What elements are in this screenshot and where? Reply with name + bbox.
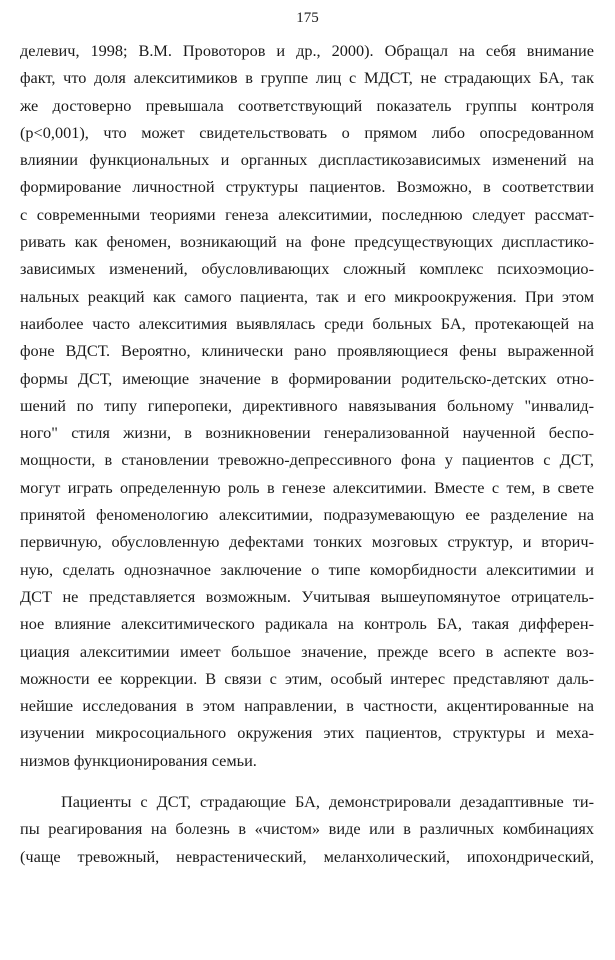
paragraph-1 [20,37,594,774]
text-line: принятой феноменологию алекситимии, подразумевающую ее разделение на [20,505,594,525]
text-line: Пациенты с ДСТ, страдающие БА, демонстрировали дезадаптивные ти- [61,792,594,812]
text-line: факт, что доля алекситимиков в группе лиц с МДСТ, не страдающих БА, так [20,68,594,88]
text-line: нальных реакций как самого пациента, так и его микроокружения. При этом [20,286,594,306]
text-line: шений по типу гиперопеки, директивного навязывания больному "инвалид- [20,395,594,415]
text-line: формы ДСТ, имеющие значение в формировании родительско-детских отно- [20,368,594,388]
text-line: (чаще тревожный, неврастенический, меланхолический, ипохондрический, [20,846,594,866]
text-line: изучении микросоциального окружения этих пациентов, структуры и меха- [20,723,594,743]
page-number: 175 [296,10,319,26]
paragraph-gap [20,774,594,788]
text-line: формирование личностной структуры пациентов. Возможно, в соответствии [20,177,594,197]
text-line: с современными теориями генеза алекситимии, последнюю следует рассмат- [20,204,594,224]
text-line: низмов функционирования семьи. [20,750,257,770]
page-body [20,37,594,870]
text-line: нейшие исследования в этом направлении, в частности, акцентированные на [20,696,594,716]
text-line: зависимых изменений, обусловливающих сложный комплекс психоэмоцио- [20,259,594,279]
text-line: ДСТ не представляется возможным. Учитывая вышеупомянутое отрицатель- [20,586,594,606]
text-line: ривать как феномен, возникающий на фоне предсуществующих диспластико- [20,232,594,252]
text-line: можности ее коррекции. В связи с этим, особый интерес представляют даль- [20,668,594,688]
text-line: наиболее часто алекситимия выявлялась среди больных БА, протекающей на [20,313,594,333]
text-line: же достоверно превышала соответствующий показатель группы контроля [20,95,594,115]
text-line: (p<0,001), что может свидетельствовать о прямом либо опосредованном [20,122,594,142]
paragraph-2 [20,788,594,870]
text-line: ного" стиля жизни, в возникновении генерализованной наученной беспо- [20,423,594,443]
text-line: первичную, обусловленную дефектами тонких мозговых структур, и вторич- [20,532,594,552]
text-line: влиянии функциональных и органных диспластикозависимых изменений на [20,150,594,170]
text-line: фоне ВДСТ. Вероятно, клинически рано проявляющиеся фены выраженной [20,341,594,361]
text-line: мощности, в становлении тревожно-депрессивного фона у пациентов с ДСТ, [20,450,594,470]
text-line: циация алекситимии имеет большое значение, прежде всего в аспекте воз- [20,641,594,661]
text-line: могут играть определенную роль в генезе алекситимии. Вместе с тем, в свете [20,477,594,497]
text-line: пы реагирования на болезнь в «чистом» виде или в различных комбинациях [20,819,594,839]
text-line: делевич, 1998; В.М. Провоторов и др., 2000). Обращал на себя внимание [20,41,594,60]
text-line: ное влияние алекситимического радикала на контроль БА, такая дифферен- [20,614,594,634]
text-line: ную, сделать однозначное заключение о типе коморбидности алекситимии и [20,559,594,579]
